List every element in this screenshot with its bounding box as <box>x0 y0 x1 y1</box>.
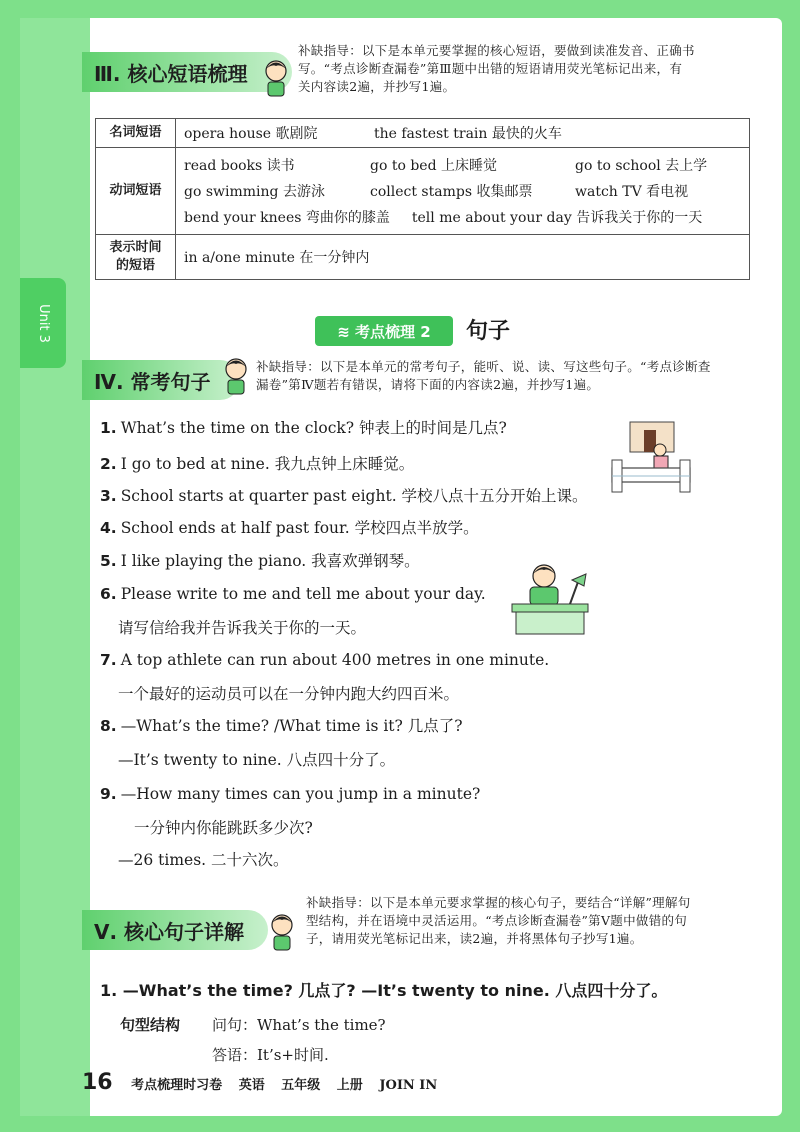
structure-question: 问句：What’s the time? <box>212 1016 386 1034</box>
phrase-item: bend your knees 弯曲你的膝盖 <box>184 210 390 226</box>
sentence-num: 7. <box>100 651 117 669</box>
phrase-item: go to bed 上床睡觉 <box>370 158 498 174</box>
note-line: 漏卷”第Ⅳ题若有错误，请将下面的内容读2遍，并抄写1遍。 <box>256 377 600 392</box>
structure-answer: 答语：It’s+时间. <box>212 1046 329 1064</box>
section4-title: Ⅳ. 常考句子 <box>94 369 211 394</box>
verb-cell <box>176 148 750 235</box>
page-number: 16 <box>82 1070 113 1095</box>
sentence-item <box>100 716 463 736</box>
phrase-item: read books 读书 <box>184 158 295 174</box>
section4-heading <box>82 360 240 400</box>
structure-label: 句型结构 <box>120 1016 181 1034</box>
sentence-item <box>100 584 486 604</box>
phrase-item: the fastest train 最快的火车 <box>374 126 562 142</box>
phrase-item: go swimming 去游泳 <box>184 184 325 200</box>
note-line: 补缺指导：以下是本单元要掌握的核心短语，要做到读准发音、正确书 <box>298 43 695 58</box>
note-line: 补缺指导：以下是本单元的常考句子，能听、说、读、写这些句子。“考点诊断查 <box>256 359 711 374</box>
sentence-item <box>100 418 507 438</box>
sentence-text: —What’s the time? /What time is it? 几点了? <box>120 717 463 735</box>
section3-title: Ⅲ. 核心短语梳理 <box>94 61 248 86</box>
sentence-item <box>100 454 414 474</box>
phrase-item: tell me about your day 告诉我关于你的一天 <box>411 210 703 226</box>
phrase-item: opera house 歌剧院 <box>184 126 318 142</box>
phrase-item: collect stamps 收集邮票 <box>370 184 533 200</box>
sentence-item <box>100 518 479 538</box>
page-footer <box>82 1070 449 1095</box>
sentence-num: 9. <box>100 785 117 803</box>
sentence-num: 3. <box>100 487 117 505</box>
note-line: 写。“考点诊断查漏卷”第Ⅲ题中出错的短语请用荧光笔标记出来，有 <box>298 61 683 76</box>
table-row <box>96 235 750 280</box>
sentence-item <box>100 650 549 670</box>
footer-subject: 英语 <box>238 1078 265 1093</box>
sentence-text: A top athlete can run about 400 metres in one minute. <box>120 651 550 669</box>
table-row <box>96 119 750 148</box>
part2-badge: ≋ 考点梳理 2 <box>315 316 453 346</box>
sentence-text: I go to bed at nine. 我九点钟上床睡觉。 <box>120 455 415 473</box>
section5-title: Ⅴ. 核心句子详解 <box>94 919 245 944</box>
part2-title: 句子 <box>466 319 511 344</box>
sentence-num: 6. <box>100 585 117 603</box>
sentence-num: 2. <box>100 455 117 473</box>
sentence-item <box>100 486 588 506</box>
phrase-table <box>95 118 750 280</box>
table-row <box>96 148 750 235</box>
sentence-num: 1. <box>100 419 117 437</box>
phrase-item: watch TV 看电视 <box>575 184 689 200</box>
note-line: 关内容读2遍，并抄写1遍。 <box>298 79 456 94</box>
sentence-item <box>100 784 480 804</box>
sentence-cont: —26 times. 二十六次。 <box>118 851 289 869</box>
verb-label: 动词短语 <box>96 148 176 235</box>
sentence-num: 8. <box>100 717 117 735</box>
writing-illustration <box>508 560 594 636</box>
time-label-line: 的短语 <box>115 258 155 273</box>
time-label-line: 表示时间 <box>109 240 162 255</box>
footer-edition: JOIN IN <box>379 1078 438 1093</box>
time-cell <box>176 235 750 280</box>
student-icon <box>218 356 254 396</box>
footer-grade: 五年级 <box>281 1078 321 1093</box>
phrase-item: go to school 去上学 <box>575 158 708 174</box>
unit-tab-label: Unit 3 <box>35 303 51 343</box>
unit-tab <box>20 278 66 368</box>
core-sentence-num: 1. <box>100 981 118 1000</box>
core-sentence-text: —What’s the time? 几点了? —It’s twenty to nine. 八点四十分了。 <box>122 981 668 1000</box>
footer-book: 考点梳理时习卷 <box>131 1078 223 1093</box>
sentence-cont: 一分钟内你能跳跃多少次? <box>134 819 313 837</box>
sentence-num: 5. <box>100 552 117 570</box>
student-icon <box>258 58 294 98</box>
sentence-cont: 请写信给我并告诉我关于你的一天。 <box>118 619 367 637</box>
note-line: 补缺指导：以下是本单元要求掌握的核心句子，要结合“详解”理解句 <box>306 895 691 910</box>
section3-note <box>298 42 695 96</box>
sentence-text: —How many times can you jump in a minute? <box>120 785 481 803</box>
sentence-cont: 一个最好的运动员可以在一分钟内跑大约四百米。 <box>118 685 460 703</box>
section5-note <box>306 894 691 948</box>
sentence-cont: —It’s twenty to nine. 八点四十分了。 <box>118 751 396 769</box>
note-line: 型结构，并在语境中灵活运用。“考点诊断查漏卷”第Ⅴ题中做错的句 <box>306 913 688 928</box>
sentence-text: Please write to me and tell me about your day. <box>120 585 486 603</box>
sentence-text: What’s the time on the clock? 钟表上的时间是几点? <box>120 419 507 437</box>
side-strip <box>20 18 90 1116</box>
section5-heading <box>82 910 268 950</box>
bed-illustration <box>608 420 694 498</box>
student-icon <box>264 912 300 952</box>
sentence-text: School ends at half past four. 学校四点半放学。 <box>120 519 479 537</box>
noun-cell <box>176 119 750 148</box>
noun-label: 名词短语 <box>96 119 176 148</box>
sentence-text: I like playing the piano. 我喜欢弹钢琴。 <box>120 552 420 570</box>
note-line: 子，请用荧光笔标记出来，读2遍，并将黑体句子抄写1遍。 <box>306 931 643 946</box>
sentence-text: School starts at quarter past eight. 学校八点十五分开始上课。 <box>120 487 588 505</box>
core-sentence <box>100 978 667 1001</box>
sentence-item <box>100 551 420 571</box>
sentence-num: 4. <box>100 519 117 537</box>
time-label <box>96 235 176 280</box>
section4-note <box>256 358 711 394</box>
phrase-item: in a/one minute 在一分钟内 <box>184 250 370 266</box>
footer-term: 上册 <box>336 1078 363 1093</box>
